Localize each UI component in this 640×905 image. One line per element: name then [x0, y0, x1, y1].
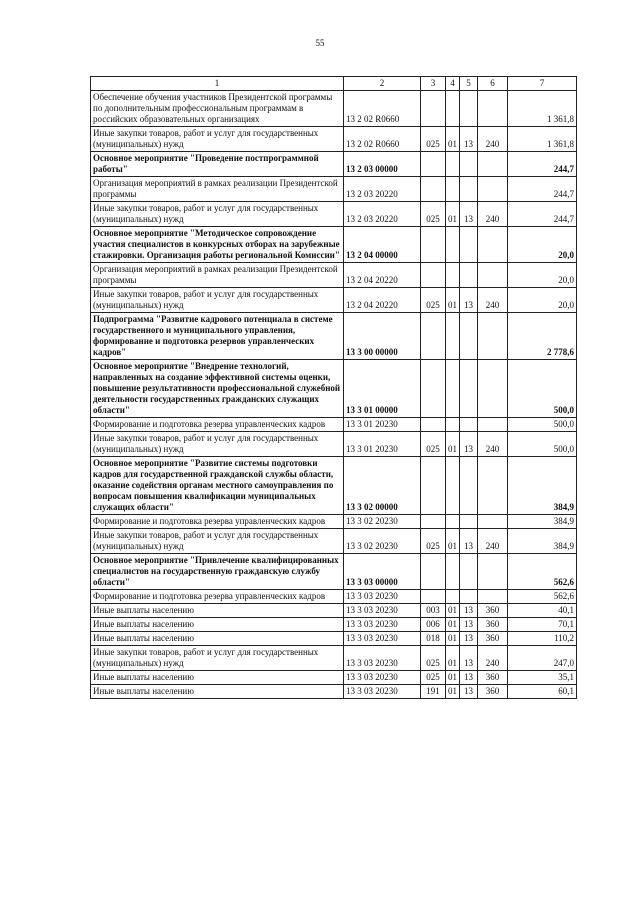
row-expense-type: 240 — [478, 646, 508, 671]
row-amount: 35,1 — [508, 671, 577, 685]
table-row — [91, 127, 577, 152]
row-ministry-code: 006 — [421, 618, 446, 632]
row-section: 01 — [446, 632, 460, 646]
row-subsection: 13 — [460, 646, 478, 671]
header-col-subsection: 5 — [460, 77, 478, 91]
table-row — [91, 177, 577, 202]
row-expense-type — [478, 590, 508, 604]
row-amount: 562,6 — [508, 590, 577, 604]
table-row — [91, 646, 577, 671]
row-section — [446, 227, 460, 263]
row-subsection: 13 — [460, 685, 478, 699]
row-section: 01 — [446, 529, 460, 554]
row-ministry-code — [421, 91, 446, 127]
row-ministry-code: 025 — [421, 529, 446, 554]
row-expense-type — [478, 91, 508, 127]
row-expense-type: 360 — [478, 632, 508, 646]
row-ministry-code — [421, 177, 446, 202]
row-expense-type: 240 — [478, 202, 508, 227]
row-amount: 384,9 — [508, 515, 577, 529]
row-ministry-code: 025 — [421, 432, 446, 457]
row-subsection — [460, 313, 478, 360]
row-amount: 70,1 — [508, 618, 577, 632]
row-section: 01 — [446, 288, 460, 313]
row-section: 01 — [446, 202, 460, 227]
row-target-code: 13 3 01 20230 — [344, 432, 421, 457]
row-target-code: 13 3 03 20230 — [344, 590, 421, 604]
row-expense-type: 360 — [478, 604, 508, 618]
row-name: Основное мероприятие "Привлечение квалифицированных специалистов на государственную гражданскую службу области" — [91, 554, 344, 590]
row-section: 01 — [446, 685, 460, 699]
row-name: Иные выплаты населению — [91, 604, 344, 618]
table-row — [91, 360, 577, 418]
table-row — [91, 288, 577, 313]
row-expense-type — [478, 263, 508, 288]
header-col-section: 4 — [446, 77, 460, 91]
row-expense-type — [478, 360, 508, 418]
row-name: Иные выплаты населению — [91, 618, 344, 632]
header-col-ministry: 3 — [421, 77, 446, 91]
row-subsection — [460, 91, 478, 127]
table-row — [91, 313, 577, 360]
row-subsection: 13 — [460, 604, 478, 618]
row-target-code: 13 3 03 20230 — [344, 618, 421, 632]
row-target-code: 13 3 03 20230 — [344, 604, 421, 618]
row-amount: 244,7 — [508, 177, 577, 202]
row-amount: 1 361,8 — [508, 127, 577, 152]
row-section — [446, 313, 460, 360]
row-ministry-code — [421, 360, 446, 418]
row-subsection — [460, 515, 478, 529]
row-target-code: 13 2 04 20220 — [344, 288, 421, 313]
row-ministry-code — [421, 515, 446, 529]
row-name: Основное мероприятие "Методическое сопровождение участия специалистов в конкурсных отборах на зарубежные стажировки. Организация работы региональной Комиссии" — [91, 227, 344, 263]
header-row — [91, 77, 577, 91]
table-row — [91, 671, 577, 685]
row-ministry-code: 018 — [421, 632, 446, 646]
row-target-code: 13 2 04 00000 — [344, 227, 421, 263]
row-ministry-code — [421, 457, 446, 515]
row-ministry-code — [421, 227, 446, 263]
row-target-code: 13 2 03 20220 — [344, 202, 421, 227]
row-expense-type — [478, 515, 508, 529]
row-name: Организация мероприятий в рамках реализации Президентской программы — [91, 177, 344, 202]
row-section — [446, 263, 460, 288]
page-number: 55 — [315, 38, 325, 48]
row-name: Иные выплаты населению — [91, 685, 344, 699]
row-target-code: 13 2 02 R0660 — [344, 127, 421, 152]
row-section — [446, 152, 460, 177]
row-amount: 244,7 — [508, 202, 577, 227]
row-expense-type: 240 — [478, 432, 508, 457]
row-amount: 2 778,6 — [508, 313, 577, 360]
row-name: Обеспечение обучения участников Президентской программы по дополнительным профессиональным программам в российских образовательных организациях — [91, 91, 344, 127]
row-target-code: 13 2 03 00000 — [344, 152, 421, 177]
row-section: 01 — [446, 127, 460, 152]
table-row — [91, 604, 577, 618]
header-col-code: 2 — [344, 77, 421, 91]
row-amount: 110,2 — [508, 632, 577, 646]
row-expense-type — [478, 554, 508, 590]
row-name: Формирование и подготовка резерва управленческих кадров — [91, 515, 344, 529]
row-section: 01 — [446, 604, 460, 618]
row-expense-type: 240 — [478, 529, 508, 554]
row-amount: 562,6 — [508, 554, 577, 590]
row-name: Иные закупки товаров, работ и услуг для государственных (муниципальных) нужд — [91, 288, 344, 313]
row-target-code: 13 3 03 20230 — [344, 632, 421, 646]
row-section — [446, 590, 460, 604]
row-ministry-code — [421, 590, 446, 604]
row-target-code: 13 3 02 20230 — [344, 515, 421, 529]
row-expense-type — [478, 227, 508, 263]
row-subsection — [460, 554, 478, 590]
header-col-name: 1 — [91, 77, 344, 91]
table-row — [91, 554, 577, 590]
row-section — [446, 177, 460, 202]
row-expense-type — [478, 457, 508, 515]
table-row — [91, 227, 577, 263]
row-amount: 500,0 — [508, 432, 577, 457]
row-subsection: 13 — [460, 127, 478, 152]
row-name: Основное мероприятие "Развитие системы подготовки кадров для государственной гражданской службы области, оказание содействия органам местного самоуправления по вопросам повышения квалификации муниципальных служащих области" — [91, 457, 344, 515]
row-name: Формирование и подготовка резерва управленческих кадров — [91, 418, 344, 432]
row-name: Иные закупки товаров, работ и услуг для государственных (муниципальных) нужд — [91, 646, 344, 671]
table-row — [91, 202, 577, 227]
table-row — [91, 529, 577, 554]
table-row — [91, 632, 577, 646]
row-amount: 20,0 — [508, 227, 577, 263]
row-target-code: 13 3 02 20230 — [344, 529, 421, 554]
table-row — [91, 618, 577, 632]
row-amount: 500,0 — [508, 418, 577, 432]
row-subsection: 13 — [460, 288, 478, 313]
table-row — [91, 515, 577, 529]
row-section — [446, 418, 460, 432]
row-target-code: 13 2 03 20220 — [344, 177, 421, 202]
row-section: 01 — [446, 432, 460, 457]
row-expense-type — [478, 313, 508, 360]
row-name: Формирование и подготовка резерва управленческих кадров — [91, 590, 344, 604]
row-subsection: 13 — [460, 432, 478, 457]
row-expense-type — [478, 418, 508, 432]
row-expense-type — [478, 152, 508, 177]
row-name: Иные выплаты населению — [91, 671, 344, 685]
row-expense-type — [478, 177, 508, 202]
row-section: 01 — [446, 671, 460, 685]
row-subsection — [460, 227, 478, 263]
row-target-code: 13 3 02 00000 — [344, 457, 421, 515]
row-subsection — [460, 152, 478, 177]
row-amount: 20,0 — [508, 263, 577, 288]
row-ministry-code: 025 — [421, 646, 446, 671]
row-section: 01 — [446, 618, 460, 632]
table-row — [91, 152, 577, 177]
table-row — [91, 590, 577, 604]
row-ministry-code: 025 — [421, 127, 446, 152]
row-subsection: 13 — [460, 671, 478, 685]
table-row — [91, 91, 577, 127]
row-ministry-code: 025 — [421, 671, 446, 685]
row-subsection — [460, 418, 478, 432]
row-target-code: 13 3 03 00000 — [344, 554, 421, 590]
row-subsection: 13 — [460, 618, 478, 632]
row-amount: 384,9 — [508, 457, 577, 515]
row-section — [446, 515, 460, 529]
row-subsection: 13 — [460, 202, 478, 227]
row-target-code: 13 3 00 00000 — [344, 313, 421, 360]
table-row — [91, 418, 577, 432]
row-section — [446, 554, 460, 590]
row-expense-type: 360 — [478, 671, 508, 685]
header-col-expense-type: 6 — [478, 77, 508, 91]
row-name: Иные закупки товаров, работ и услуг для государственных (муниципальных) нужд — [91, 529, 344, 554]
row-section: 01 — [446, 646, 460, 671]
row-amount: 60,1 — [508, 685, 577, 699]
row-subsection — [460, 263, 478, 288]
row-expense-type: 240 — [478, 127, 508, 152]
row-ministry-code: 003 — [421, 604, 446, 618]
row-ministry-code — [421, 313, 446, 360]
row-expense-type: 360 — [478, 685, 508, 699]
budget-table — [90, 76, 577, 699]
table-row — [91, 685, 577, 699]
row-ministry-code — [421, 152, 446, 177]
row-amount: 500,0 — [508, 360, 577, 418]
row-expense-type: 360 — [478, 618, 508, 632]
row-target-code: 13 3 01 00000 — [344, 360, 421, 418]
row-amount: 384,9 — [508, 529, 577, 554]
row-target-code: 13 3 03 20230 — [344, 671, 421, 685]
row-target-code: 13 3 01 20230 — [344, 418, 421, 432]
row-subsection: 13 — [460, 529, 478, 554]
table-row — [91, 263, 577, 288]
row-subsection: 13 — [460, 632, 478, 646]
row-amount: 247,0 — [508, 646, 577, 671]
row-name: Иные закупки товаров, работ и услуг для государственных (муниципальных) нужд — [91, 202, 344, 227]
row-name: Иные выплаты населению — [91, 632, 344, 646]
row-subsection — [460, 177, 478, 202]
row-subsection — [460, 360, 478, 418]
row-amount: 1 361,8 — [508, 91, 577, 127]
row-name: Иные закупки товаров, работ и услуг для государственных (муниципальных) нужд — [91, 127, 344, 152]
row-name: Подпрограмма "Развитие кадрового потенциала в системе государственного и муниципального управления, формирование и подготовка резервов управленческих кадров" — [91, 313, 344, 360]
row-target-code: 13 3 03 20230 — [344, 646, 421, 671]
row-ministry-code: 025 — [421, 202, 446, 227]
header-col-amount: 7 — [508, 77, 577, 91]
row-name: Организация мероприятий в рамках реализации Президентской программы — [91, 263, 344, 288]
row-subsection — [460, 457, 478, 515]
row-amount: 20,0 — [508, 288, 577, 313]
row-amount: 40,1 — [508, 604, 577, 618]
row-target-code: 13 2 02 R0660 — [344, 91, 421, 127]
row-target-code: 13 3 03 20230 — [344, 685, 421, 699]
row-name: Основное мероприятие "Внедрение технологий, направленных на создание эффективной системы оценки, повышение результативности профессиональной служебной деятельности государственных гражданских служащих области" — [91, 360, 344, 418]
row-ministry-code — [421, 263, 446, 288]
row-target-code: 13 2 04 20220 — [344, 263, 421, 288]
row-ministry-code — [421, 554, 446, 590]
table-row — [91, 457, 577, 515]
row-expense-type: 240 — [478, 288, 508, 313]
row-section — [446, 457, 460, 515]
row-section — [446, 360, 460, 418]
row-ministry-code — [421, 418, 446, 432]
row-ministry-code: 025 — [421, 288, 446, 313]
row-subsection — [460, 590, 478, 604]
row-name: Основное мероприятие "Проведение постпрограммной работы" — [91, 152, 344, 177]
row-ministry-code: 191 — [421, 685, 446, 699]
row-amount: 244,7 — [508, 152, 577, 177]
row-name: Иные закупки товаров, работ и услуг для государственных (муниципальных) нужд — [91, 432, 344, 457]
table-row — [91, 432, 577, 457]
row-section — [446, 91, 460, 127]
